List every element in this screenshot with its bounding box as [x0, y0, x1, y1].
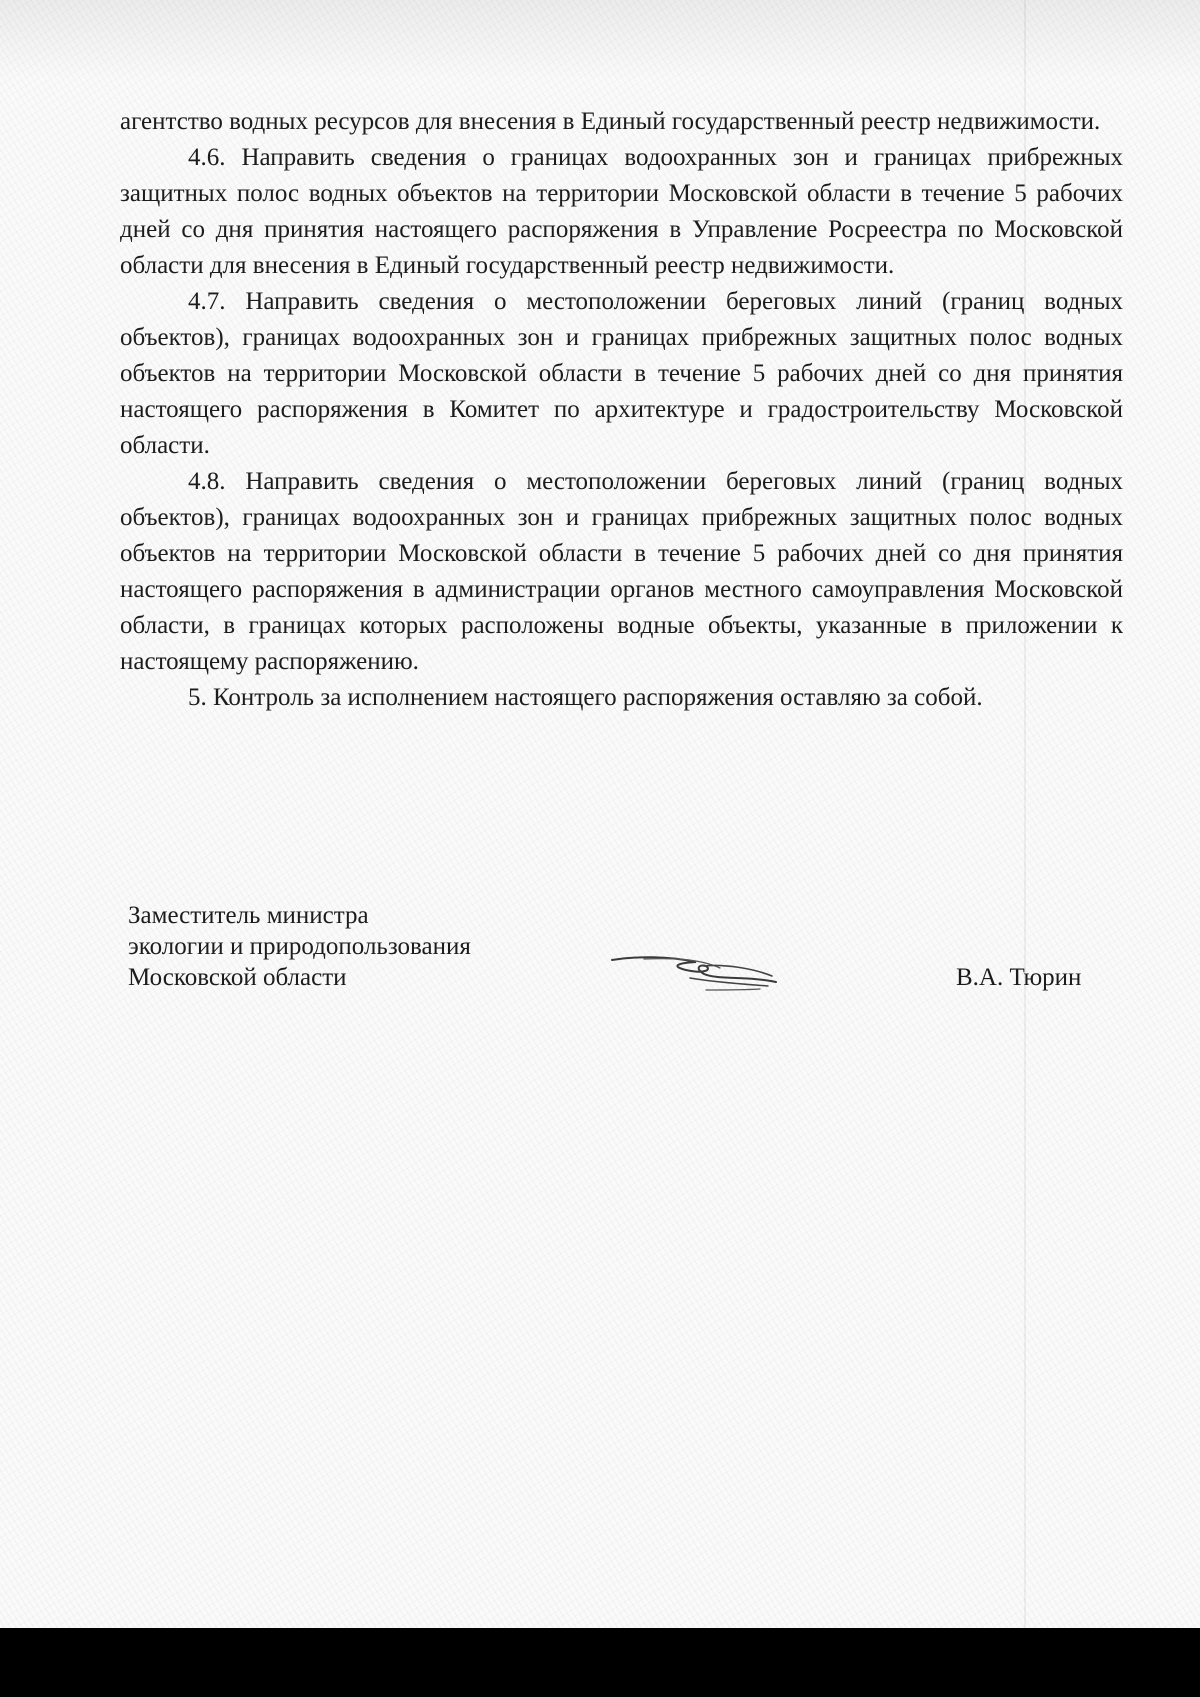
paragraph-4-6: 4.6. Направить сведения о границах водоохранных зон и границах прибрежных защитных полос водных объектов на территории Московской области в течение 5 рабочих дней со дня принятия настоящего распоряжения в Управление Росреестра по Московской области для внесения в Единый государственный реестр недвижимости. [120, 144, 1123, 279]
paragraph-continuation: агентство водных ресурсов для внесения в Единый государственный реестр недвижимости. [120, 108, 1101, 135]
paragraph-4-7: 4.7. Направить сведения о местоположении береговых линий (границ водных объектов), границах водоохранных зон и границах прибрежных защитных полос водных объектов на территории Московской области в течение 5 рабочих дней со дня принятия настоящего распоряжения в Комитет по архитектуре и градостроительству Московской области. [120, 288, 1123, 459]
signatory-title-line: Московской области [128, 964, 347, 991]
paragraph-4-8: 4.8. Направить сведения о местоположении береговых линий (границ водных объектов), границах водоохранных зон и границах прибрежных защитных полос водных объектов на территории Московской области в течение 5 рабочих дней со дня принятия настоящего распоряжения в администрации органов местного самоуправления Московской области, в границах которых расположены водные объекты, указанные в приложении к настоящему распоряжению. [120, 468, 1123, 675]
signatory-title-line: экологии и природопользования [128, 933, 471, 960]
signatory-title [128, 900, 471, 993]
signature-icon [608, 946, 788, 1001]
signatory-title-line: Заместитель министра [128, 902, 369, 929]
document-body [120, 104, 1123, 716]
scan-bottom-bar [0, 1628, 1200, 1697]
signatory-name: В.А. Тюрин [956, 964, 1082, 991]
paragraph-5: 5. Контроль за исполнением настоящего распоряжения оставляю за собой. [188, 684, 983, 711]
